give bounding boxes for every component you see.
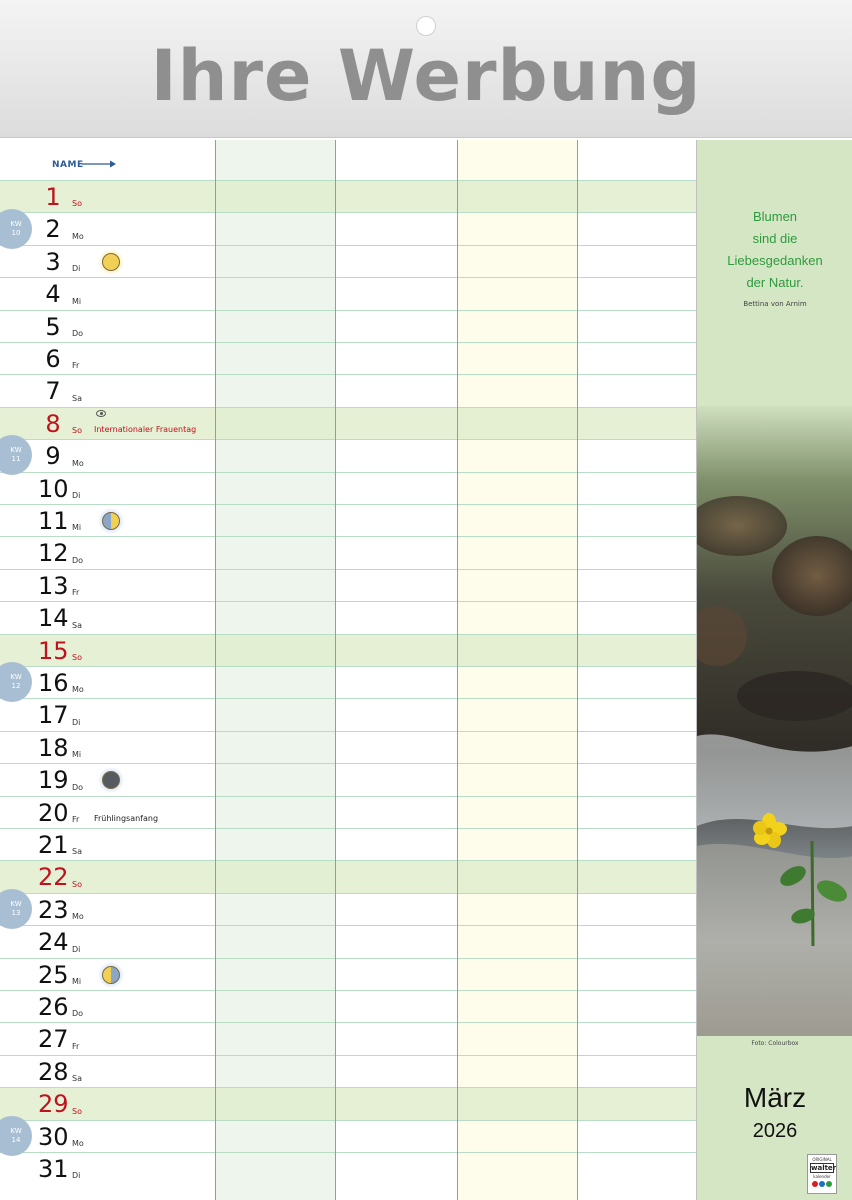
brand-sub: kalender	[813, 1174, 831, 1179]
weekday-abbr: So	[72, 879, 82, 889]
day-row	[0, 763, 696, 795]
week-label: KW	[10, 219, 22, 228]
quote	[697, 206, 852, 294]
day-number: 30	[38, 1122, 69, 1151]
week-label: KW	[10, 1126, 22, 1135]
weekday-abbr: Mo	[72, 912, 84, 922]
day-number: 6	[45, 345, 61, 373]
day-row	[0, 1087, 696, 1119]
header-title: Ihre Werbung	[150, 35, 702, 117]
name-header-row	[0, 140, 696, 180]
day-row	[0, 407, 696, 439]
moon-disc	[102, 253, 120, 271]
arrow-right-icon	[82, 159, 116, 169]
quote-line: Liebesgedanken	[727, 253, 823, 268]
day-row	[0, 666, 696, 698]
day-number: 16	[38, 669, 69, 697]
full-moon-icon	[98, 249, 124, 275]
weekday-abbr: Mo	[72, 231, 84, 241]
last-quarter-moon-icon	[98, 508, 124, 534]
weekday-abbr: Sa	[72, 393, 82, 403]
week-number: 11	[11, 455, 21, 464]
weekday-abbr: Di	[72, 490, 81, 500]
weekday-abbr: Mo	[72, 1138, 84, 1148]
moon-disc	[102, 512, 120, 530]
advertising-header	[0, 0, 852, 138]
weekday-abbr: So	[72, 1106, 82, 1116]
day-row	[0, 245, 696, 277]
day-row	[0, 1152, 696, 1184]
weekday-abbr: Mi	[72, 976, 82, 986]
day-row	[0, 925, 696, 957]
weekday-abbr: Do	[72, 555, 84, 565]
new-moon-icon	[98, 767, 124, 793]
weekday-abbr: Mi	[72, 750, 82, 760]
weekday-abbr: Di	[72, 264, 81, 274]
day-number: 12	[38, 539, 69, 568]
day-row	[0, 828, 696, 860]
day-number: 14	[38, 604, 69, 633]
column-divider	[457, 140, 458, 1200]
day-row	[0, 860, 696, 892]
day-number: 18	[38, 733, 69, 762]
quote-line: Blumen	[752, 209, 798, 224]
day-number: 15	[38, 636, 69, 665]
weekday-abbr: Mo	[72, 685, 84, 695]
brand-dots	[808, 1181, 836, 1187]
day-row	[0, 893, 696, 925]
weekday-abbr: Sa	[72, 847, 82, 857]
month-name: März	[743, 1082, 807, 1113]
first-quarter-moon-icon	[98, 962, 124, 988]
day-number: 21	[38, 831, 69, 859]
day-number: 17	[38, 701, 69, 730]
week-label: KW	[10, 446, 22, 455]
weekday-abbr: Mo	[72, 458, 84, 468]
week-number: 14	[11, 1135, 21, 1144]
day-number: 9	[45, 442, 61, 471]
day-number: 5	[45, 312, 61, 341]
weekday-abbr: Di	[72, 944, 81, 954]
day-number: 3	[45, 247, 61, 276]
weekday-abbr: Fr	[72, 1041, 80, 1051]
week-number: 12	[11, 682, 21, 691]
day-row	[0, 796, 696, 828]
event-label: Internationaler Frauentag	[94, 425, 197, 435]
day-number: 29	[38, 1090, 69, 1119]
day-row	[0, 342, 696, 374]
day-row	[0, 212, 696, 244]
day-row	[0, 310, 696, 342]
day-number: 7	[45, 377, 61, 406]
quote-author: Bettina von Arnim	[743, 300, 807, 308]
column-divider	[577, 140, 578, 1200]
weekday-abbr: Fr	[72, 814, 80, 824]
weekday-abbr: So	[72, 652, 82, 662]
weekday-abbr: So	[72, 426, 82, 436]
weekday-abbr: Sa	[72, 1074, 82, 1084]
day-row	[0, 472, 696, 504]
column-divider	[215, 140, 216, 1200]
day-row	[0, 1120, 696, 1152]
year: 2026	[752, 1120, 798, 1142]
day-row	[0, 1055, 696, 1087]
weekday-abbr: Do	[72, 1009, 84, 1019]
column-divider	[335, 140, 336, 1200]
week-number: 10	[11, 228, 21, 237]
weekday-abbr: So	[72, 199, 82, 209]
weekday-abbr: Fr	[72, 588, 80, 598]
day-row	[0, 731, 696, 763]
weekday-abbr: Mi	[72, 523, 82, 533]
day-row	[0, 1022, 696, 1054]
day-row	[0, 698, 696, 730]
day-row	[0, 536, 696, 568]
week-label: KW	[10, 673, 22, 682]
weekday-abbr: Di	[72, 1171, 81, 1181]
eye-icon	[96, 410, 106, 417]
day-number: 25	[38, 960, 69, 989]
weekday-abbr: Mi	[72, 296, 82, 306]
day-number: 8	[45, 409, 61, 438]
day-number: 1	[45, 183, 61, 211]
flower-photo	[697, 406, 852, 1036]
flower-stream-image	[697, 406, 852, 1036]
day-number: 4	[45, 280, 61, 309]
day-number: 31	[38, 1155, 69, 1183]
event-label: Frühlingsanfang	[94, 813, 159, 823]
weekday-abbr: Do	[72, 782, 84, 792]
day-row	[0, 180, 696, 212]
day-number: 19	[38, 766, 69, 795]
day-number: 26	[38, 993, 69, 1021]
day-number: 11	[38, 507, 69, 535]
month-sidebar	[696, 140, 852, 1200]
day-number: 2	[45, 215, 61, 244]
calendar-grid	[0, 140, 696, 1200]
week-label: KW	[10, 900, 22, 908]
quote-line: sind die	[752, 231, 798, 246]
photo-credit: Foto: Colourbox	[751, 1040, 799, 1047]
day-row	[0, 504, 696, 536]
day-number: 20	[38, 798, 69, 827]
day-number: 23	[38, 895, 69, 924]
day-number: 27	[38, 1025, 69, 1054]
weekday-abbr: Di	[72, 717, 81, 727]
name-label: NAME	[52, 160, 84, 170]
day-row	[0, 990, 696, 1022]
day-number: 28	[38, 1057, 69, 1086]
day-row	[0, 277, 696, 309]
day-number: 24	[38, 928, 69, 957]
day-row	[0, 958, 696, 990]
day-row	[0, 601, 696, 633]
week-number: 13	[11, 909, 21, 917]
moon-disc	[102, 771, 120, 789]
quote-line: der Natur.	[746, 275, 804, 290]
moon-disc	[102, 966, 120, 984]
hanging-hole	[416, 16, 436, 36]
weekday-abbr: Sa	[72, 620, 82, 630]
brand-original: ORIGINAL	[812, 1157, 832, 1162]
weekday-abbr: Fr	[72, 361, 80, 371]
day-row	[0, 569, 696, 601]
day-number: 10	[38, 474, 69, 503]
walter-kalender-logo	[807, 1154, 837, 1194]
brand-name: walter	[811, 1164, 837, 1172]
day-number: 13	[38, 571, 69, 600]
day-row	[0, 374, 696, 406]
day-row	[0, 634, 696, 666]
weekday-abbr: Do	[72, 328, 84, 338]
day-number: 22	[38, 863, 69, 892]
day-row	[0, 439, 696, 471]
